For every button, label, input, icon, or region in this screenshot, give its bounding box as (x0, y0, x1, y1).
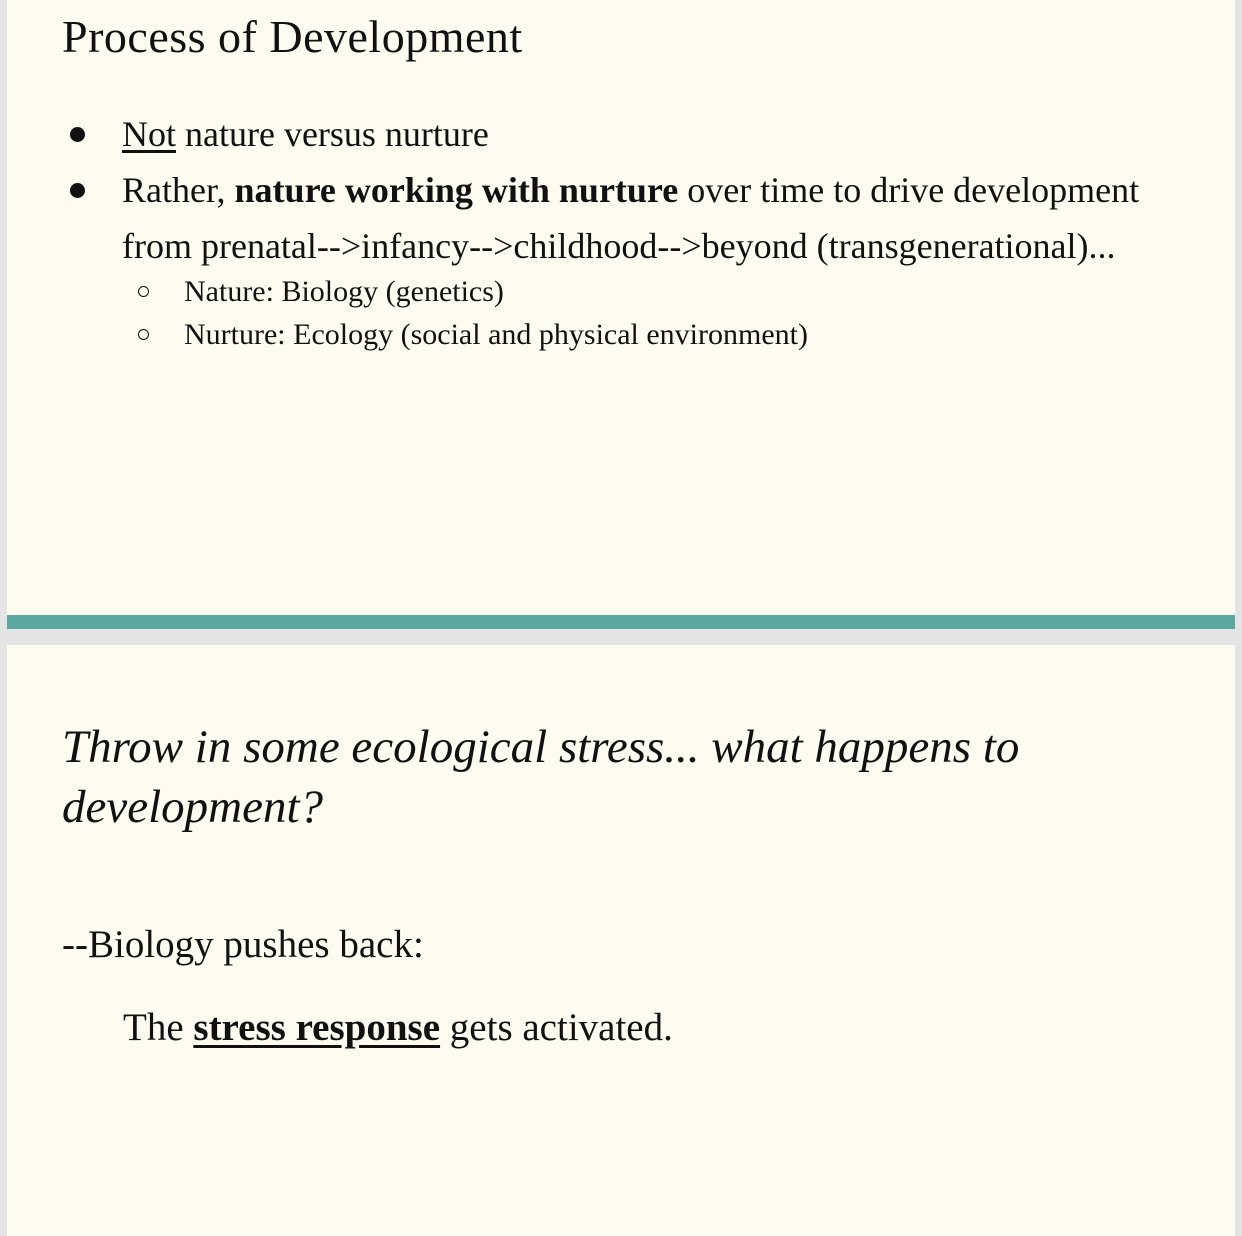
sub-item-text: Nature: Biology (genetics) (184, 275, 504, 308)
sub-list (122, 270, 1182, 356)
bullet-list (62, 106, 1182, 356)
bullet-dot-icon (70, 127, 85, 142)
question-heading: Throw in some ecological stress... what happens to development? (62, 721, 1020, 833)
slide-process-of-development (7, 0, 1235, 615)
bullet-lead: Rather, (122, 170, 235, 210)
bullet-dot-icon (70, 183, 85, 198)
sub-item-nurture (122, 313, 1182, 356)
bullet-text: over time to drive development from prenatal-->infancy-->childhood-->beyond (transgenerational)... (122, 170, 1140, 266)
hollow-circle-bullet-icon (138, 286, 149, 297)
stress-line-after: gets activated. (440, 1006, 673, 1049)
stress-response-term: stress response (193, 1006, 441, 1049)
bullet-text: nature versus nurture (176, 114, 489, 154)
slide-ecological-stress (7, 645, 1235, 1236)
slide-divider-bar (7, 615, 1235, 629)
sub-item-text: Nurture: Ecology (social and physical environment) (184, 318, 808, 351)
bullet-not-nature-vs-nurture (62, 106, 1182, 162)
biology-pushes-back-line: --Biology pushes back: (62, 923, 424, 966)
stress-line-before: The (123, 1006, 194, 1049)
hollow-circle-bullet-icon (138, 329, 149, 340)
bullet-nature-with-nurture (62, 162, 1182, 356)
bold-phrase: nature working with nurture (234, 170, 679, 210)
stress-response-line (123, 1005, 673, 1050)
underlined-not: Not (122, 114, 176, 154)
sub-item-nature (122, 270, 1182, 313)
slide-title: Process of Development (62, 11, 523, 62)
